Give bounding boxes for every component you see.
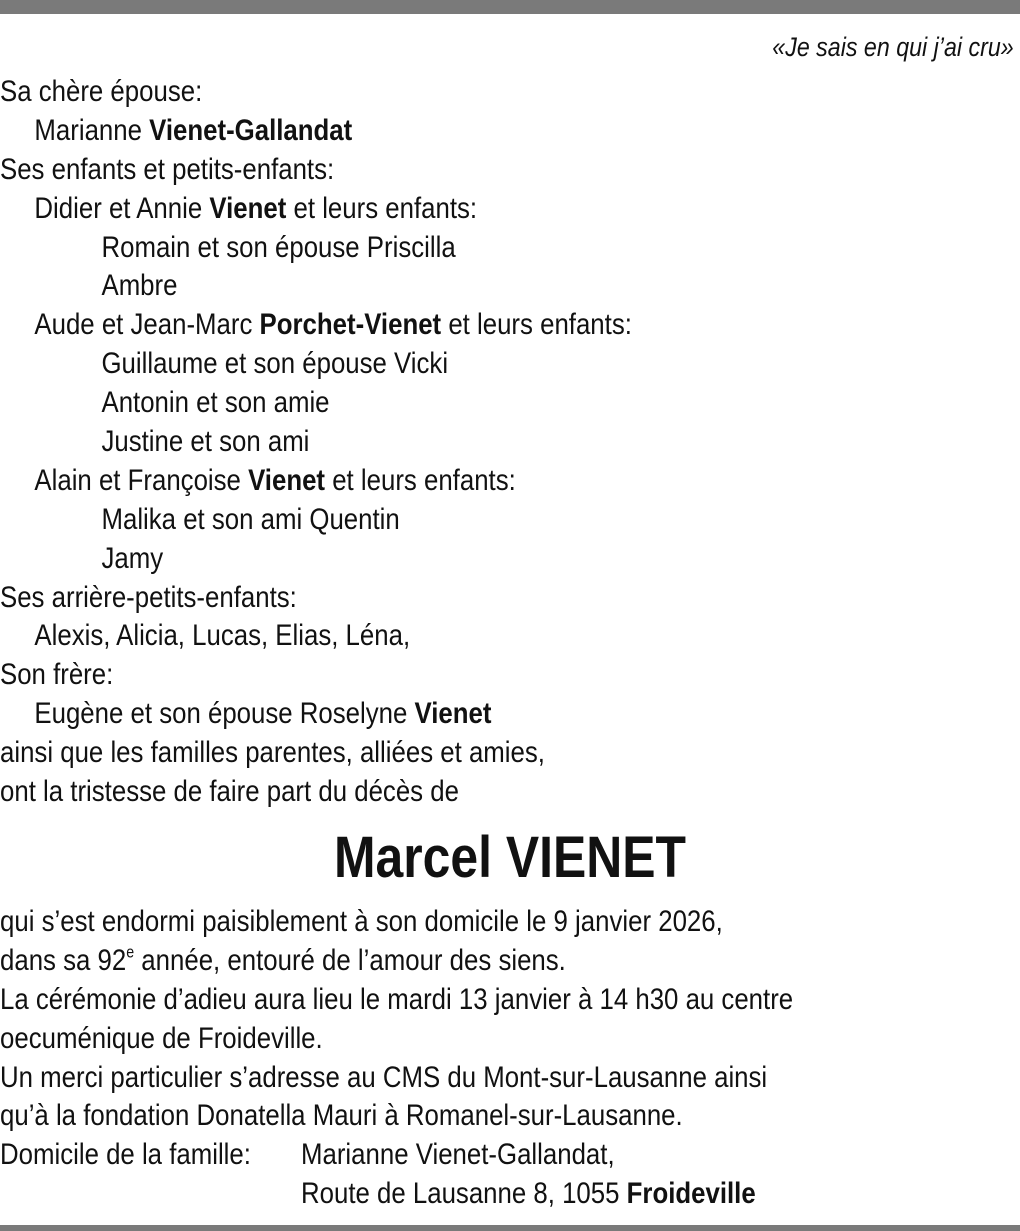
child3-post: et leurs enfants:	[325, 463, 516, 497]
address-street: Route de Lausanne 8, 1055	[301, 1177, 627, 1211]
child1-name: Vienet	[209, 191, 287, 225]
child3-line	[0, 462, 1020, 501]
address-name: Marianne Vienet-Gallandat,	[301, 1138, 615, 1172]
details-line-6: qu’à la fondation Donatella Mauri à Romanel-sur-Lausanne.	[0, 1099, 683, 1133]
great-grandchildren-heading: Ses arrière-petits-enfants:	[0, 580, 297, 614]
address-town: Froideville	[626, 1177, 756, 1211]
address-label: Domicile de la famille:	[0, 1138, 251, 1172]
address-line-1	[0, 1136, 1020, 1175]
family-list	[0, 73, 1020, 812]
child1-pre: Didier et Annie	[34, 191, 210, 225]
age-post: année, entouré de l’amour des siens.	[134, 943, 566, 977]
relatives-line: ainsi que les familles parentes, alliées et amies,	[0, 736, 545, 770]
grandchild-3: Guillaume et son épouse Vicki	[101, 347, 449, 381]
brother-heading: Son frère:	[0, 658, 114, 692]
child2-post: et leurs enfants:	[441, 308, 632, 342]
age-sup: e	[126, 943, 135, 962]
grandchild-5: Justine et son ami	[101, 425, 310, 459]
announce-line: ont la tristesse de faire part du décès de	[0, 775, 459, 809]
grandchild-1: Romain et son épouse Priscilla	[101, 230, 456, 264]
bottom-rule	[0, 1225, 1020, 1231]
address-line-2	[0, 1175, 1020, 1214]
child1-post: et leurs enfants:	[286, 191, 478, 225]
grandchild-7: Jamy	[101, 541, 164, 575]
details-line-5: Un merci particulier s’adresse au CMS du Mont-sur-Lausanne ainsi	[0, 1060, 768, 1094]
child2-name: Porchet-Vienet	[259, 308, 442, 342]
child2-line	[0, 306, 1020, 345]
top-rule	[0, 0, 1020, 14]
deceased-name: Marcel VIENET	[333, 825, 687, 890]
child2-pre: Aude et Jean-Marc	[34, 308, 260, 342]
child3-name: Vienet	[248, 463, 326, 497]
children-heading: Ses enfants et petits-enfants:	[0, 152, 335, 186]
brother-name: Vienet	[414, 697, 492, 731]
grandchild-4: Antonin et son amie	[101, 386, 330, 420]
age-pre: dans sa 92	[0, 943, 127, 977]
spouse-last: Vienet-Gallandat	[149, 113, 353, 147]
details-line-2	[0, 942, 1020, 981]
child3-pre: Alain et Françoise	[34, 463, 249, 497]
child1-line	[0, 190, 1020, 229]
brother-line	[0, 695, 1020, 734]
great-grandchildren-names: Alexis, Alicia, Lucas, Elias, Léna,	[34, 619, 411, 653]
spouse-line	[0, 112, 1020, 151]
details-line-1: qui s’est endormi paisiblement à son domicile le 9 janvier 2026,	[0, 905, 723, 938]
grandchild-6: Malika et son ami Quentin	[101, 502, 400, 536]
spouse-first: Marianne	[34, 113, 150, 147]
epigraph: «Je sais en qui j’ai cru»	[772, 32, 1014, 62]
brother-pre: Eugène et son épouse Roselyne	[34, 697, 415, 731]
details-line-3: La cérémonie d’adieu aura lieu le mardi 13 janvier à 14 h30 au centre	[0, 982, 794, 1016]
grandchild-2: Ambre	[101, 269, 178, 303]
details-line-4: oecuménique de Froideville.	[0, 1021, 323, 1055]
details-block	[0, 903, 1020, 1214]
spouse-heading: Sa chère épouse:	[0, 75, 203, 108]
